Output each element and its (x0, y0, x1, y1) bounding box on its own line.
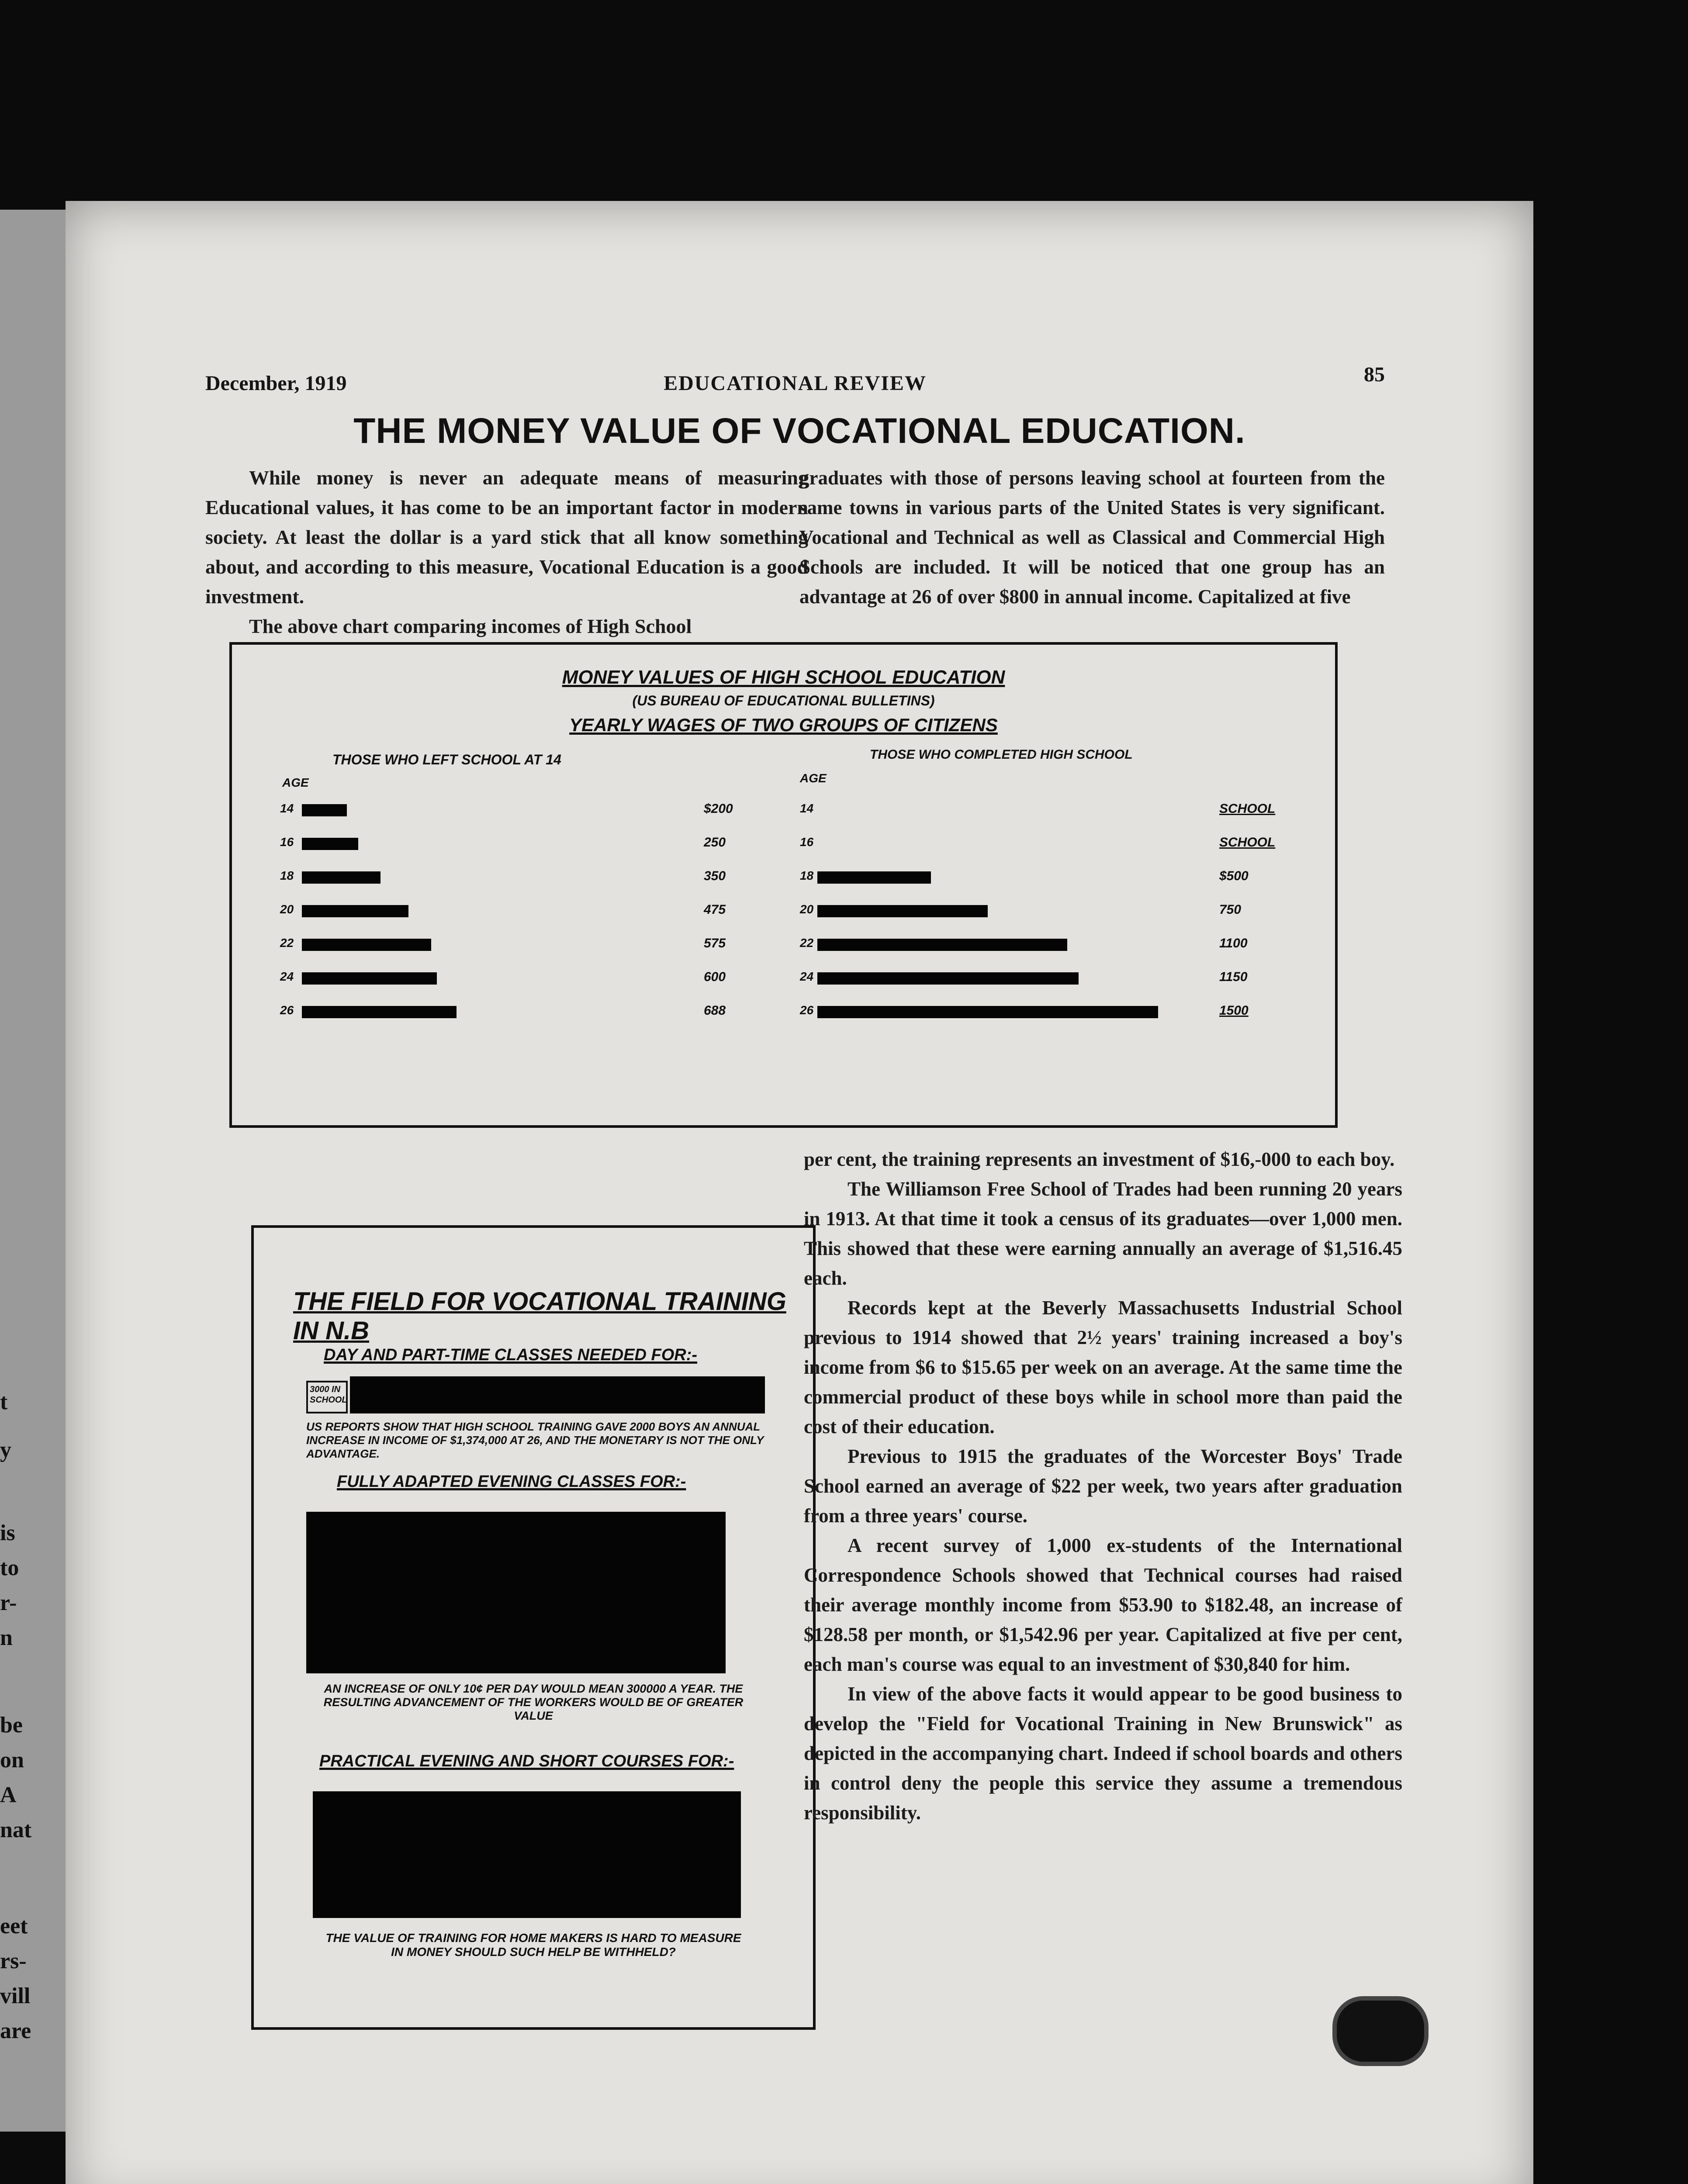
age-tick-left: 22 (280, 936, 294, 950)
section-1-heading: DAY AND PART-TIME CLASSES NEEDED FOR:- (324, 1346, 698, 1364)
article-title: THE MONEY VALUE OF VOCATIONAL EDUCATION. (353, 411, 1245, 451)
bar-left-school-14 (302, 804, 347, 816)
facing-page-fragment: on (0, 1748, 24, 1773)
bar-completed-high-school (817, 871, 931, 884)
bar-left-school-14 (302, 905, 408, 917)
chart-subtitle-2: YEARLY WAGES OF TWO GROUPS OF CITIZENS (569, 715, 998, 735)
field-chart-title: THE FIELD FOR VOCATIONAL TRAINING IN N.B (293, 1287, 786, 1345)
value-label-left: 688 (704, 1003, 726, 1018)
wage-chart (229, 642, 1338, 1128)
page-clip-knob (1332, 1996, 1429, 2066)
age-tick-right: 14 (800, 802, 814, 815)
series-1-title: THOSE WHO LEFT SCHOOL AT 14 (332, 752, 561, 767)
value-label-right: 1100 (1219, 936, 1248, 950)
age-tick-left: 24 (280, 970, 294, 983)
age-tick-left: 26 (280, 1003, 294, 1017)
facing-page-edge (0, 210, 66, 2132)
age-tick-right: 24 (800, 970, 814, 983)
running-header (205, 363, 1385, 406)
evening-classes-block (306, 1512, 726, 1673)
value-label-left: 575 (704, 936, 726, 950)
journal-name: EDUCATIONAL REVIEW (664, 372, 927, 395)
facing-page-fragment: y (0, 1438, 11, 1462)
value-label-left: 475 (704, 902, 726, 917)
paragraph: graduates with those of persons leaving school at fourteen from the same towns in various parts of the United States is very significant. Vocational and Technical as well as Classical and Commercial High Schools are included. It will be noticed that one group has an advantage at 26 of over $800 in annual income. Capitalized at five (799, 467, 1385, 608)
bar-left-school-14 (302, 871, 380, 884)
facing-page-fragment: to (0, 1555, 19, 1580)
intro-left-column (205, 463, 808, 641)
age-tick-right: 16 (800, 835, 814, 849)
journal-page (66, 201, 1533, 2184)
value-label-right: SCHOOL (1219, 802, 1276, 816)
age-tick-right: 20 (800, 902, 814, 916)
paragraph: In view of the above facts it would appear to be good business to develop the "Field for Vocational Training in New Brunswick" as depicted in the accompanying chart. Indeed if school boards and others in control deny the people this service they assume a tremendous responsibility. (804, 1683, 1402, 1824)
section-1-note: US REPORTS SHOW THAT HIGH SCHOOL TRAINING GAVE 2000 BOYS AN ANNUAL INCREASE IN INCOME OF $1,374,000 AT 26, AND THE MONETARY IS NOT THE ONLY ADVANTAGE. (306, 1420, 764, 1460)
facing-page-fragment: r- (0, 1590, 17, 1615)
field-chart (251, 1225, 816, 2030)
page-number: 85 (1364, 363, 1385, 386)
facing-page-fragment: t (0, 1389, 8, 1414)
bar-left-school-14 (302, 972, 437, 985)
value-label-right: 1500 (1219, 1003, 1249, 1018)
bar-completed-high-school (817, 939, 1067, 951)
bar-completed-high-school (817, 1006, 1158, 1018)
facing-page-fragment: be (0, 1713, 23, 1738)
section-2-note: AN INCREASE OF ONLY 10¢ PER DAY WOULD MEAN 300000 A YEAR. THE RESULTING ADVANCEMENT OF THE WORKERS WOULD BE OF GREATER VALUE (323, 1682, 744, 1722)
short-courses-block (313, 1791, 741, 1918)
day-classes-bar (350, 1376, 765, 1413)
bar-left-school-14 (302, 1006, 457, 1018)
in-school-label: 3000 IN SCHOOL (306, 1381, 348, 1413)
section-3-heading: PRACTICAL EVENING AND SHORT COURSES FOR:- (319, 1752, 734, 1770)
paragraph: The above chart comparing incomes of High School (249, 615, 692, 637)
paragraph: Previous to 1915 the graduates of the Worcester Boys' Trade School earned an average of $22 per week, two years after graduation from a three years' course. (804, 1445, 1402, 1527)
body-right-column (804, 1144, 1402, 1828)
facing-page-fragment: eet (0, 1914, 28, 1939)
age-tick-right: 18 (800, 869, 814, 882)
facing-page-fragment: vill (0, 1984, 31, 2008)
age-tick-left: 20 (280, 902, 294, 916)
value-label-left: 350 (704, 869, 726, 883)
facing-page-fragment: rs- (0, 1949, 27, 1973)
age-tick-left: 16 (280, 835, 294, 849)
facing-page-fragment: are (0, 2018, 31, 2043)
chart-subtitle: (US BUREAU OF EDUCATIONAL BULLETINS) (632, 693, 935, 708)
bar-left-school-14 (302, 838, 358, 850)
y-axis-label-left: AGE (282, 776, 309, 789)
section-3-note: THE VALUE OF TRAINING FOR HOME MAKERS IS HARD TO MEASURE IN MONEY SHOULD SUCH HELP BE WITHHELD? (325, 1931, 741, 1959)
series-2-title: THOSE WHO COMPLETED HIGH SCHOOL (870, 747, 1133, 762)
y-axis-label-right: AGE (800, 771, 827, 785)
value-label-right: 1150 (1219, 970, 1248, 984)
value-label-right: 750 (1219, 902, 1242, 917)
value-label-left: 600 (704, 970, 726, 984)
facing-page-fragment: A (0, 1783, 17, 1807)
bar-completed-high-school (817, 905, 988, 917)
facing-page-fragment: n (0, 1625, 13, 1650)
section-2-heading: FULLY ADAPTED EVENING CLASSES FOR:- (337, 1472, 686, 1491)
age-tick-right: 26 (800, 1003, 814, 1017)
facing-page-fragment: nat (0, 1818, 32, 1842)
paragraph: The Williamson Free School of Trades had been running 20 years in 1913. At that time it took a census of its graduates—over 1,000 men. This showed that these were earning annually an average of $1,516.45 each. (804, 1178, 1402, 1289)
age-tick-right: 22 (800, 936, 814, 950)
paragraph: While money is never an adequate means of measuring Educational values, it has come to be an important factor in modern society. At least the dollar is a yard stick that all know something about, and according to this measure, Vocational Education is a good investment. (205, 467, 808, 608)
paragraph: Records kept at the Beverly Massachusetts Industrial School previous to 1914 showed that 2½ years' training increased a boy's income from $6 to $15.65 per week on an average. At the same time the commercial product of these boys while in school more than paid the cost of their education. (804, 1297, 1402, 1438)
chart-title: MONEY VALUES OF HIGH SCHOOL EDUCATION (562, 667, 1005, 688)
issue-date: December, 1919 (205, 372, 347, 395)
facing-page-fragment: is (0, 1521, 15, 1545)
paragraph: per cent, the training represents an investment of $16,-000 to each boy. (804, 1148, 1395, 1170)
paragraph: A recent survey of 1,000 ex-students of the International Correspondence Schools showed that Technical courses had raised their average monthly income from $53.90 to $182.48, an increase of $128.58 per month, or $1,542.96 per year. Capitalized at five per cent, each man's course was equal to an investment of $30,840 for him. (804, 1534, 1402, 1675)
bar-left-school-14 (302, 939, 431, 951)
value-label-right: SCHOOL (1219, 835, 1276, 850)
age-tick-left: 14 (280, 802, 294, 815)
value-label-left: $200 (704, 802, 733, 816)
bar-completed-high-school (817, 972, 1079, 985)
value-label-left: 250 (704, 835, 726, 850)
age-tick-left: 18 (280, 869, 294, 882)
value-label-right: $500 (1219, 869, 1249, 883)
intro-right-column (799, 463, 1385, 612)
